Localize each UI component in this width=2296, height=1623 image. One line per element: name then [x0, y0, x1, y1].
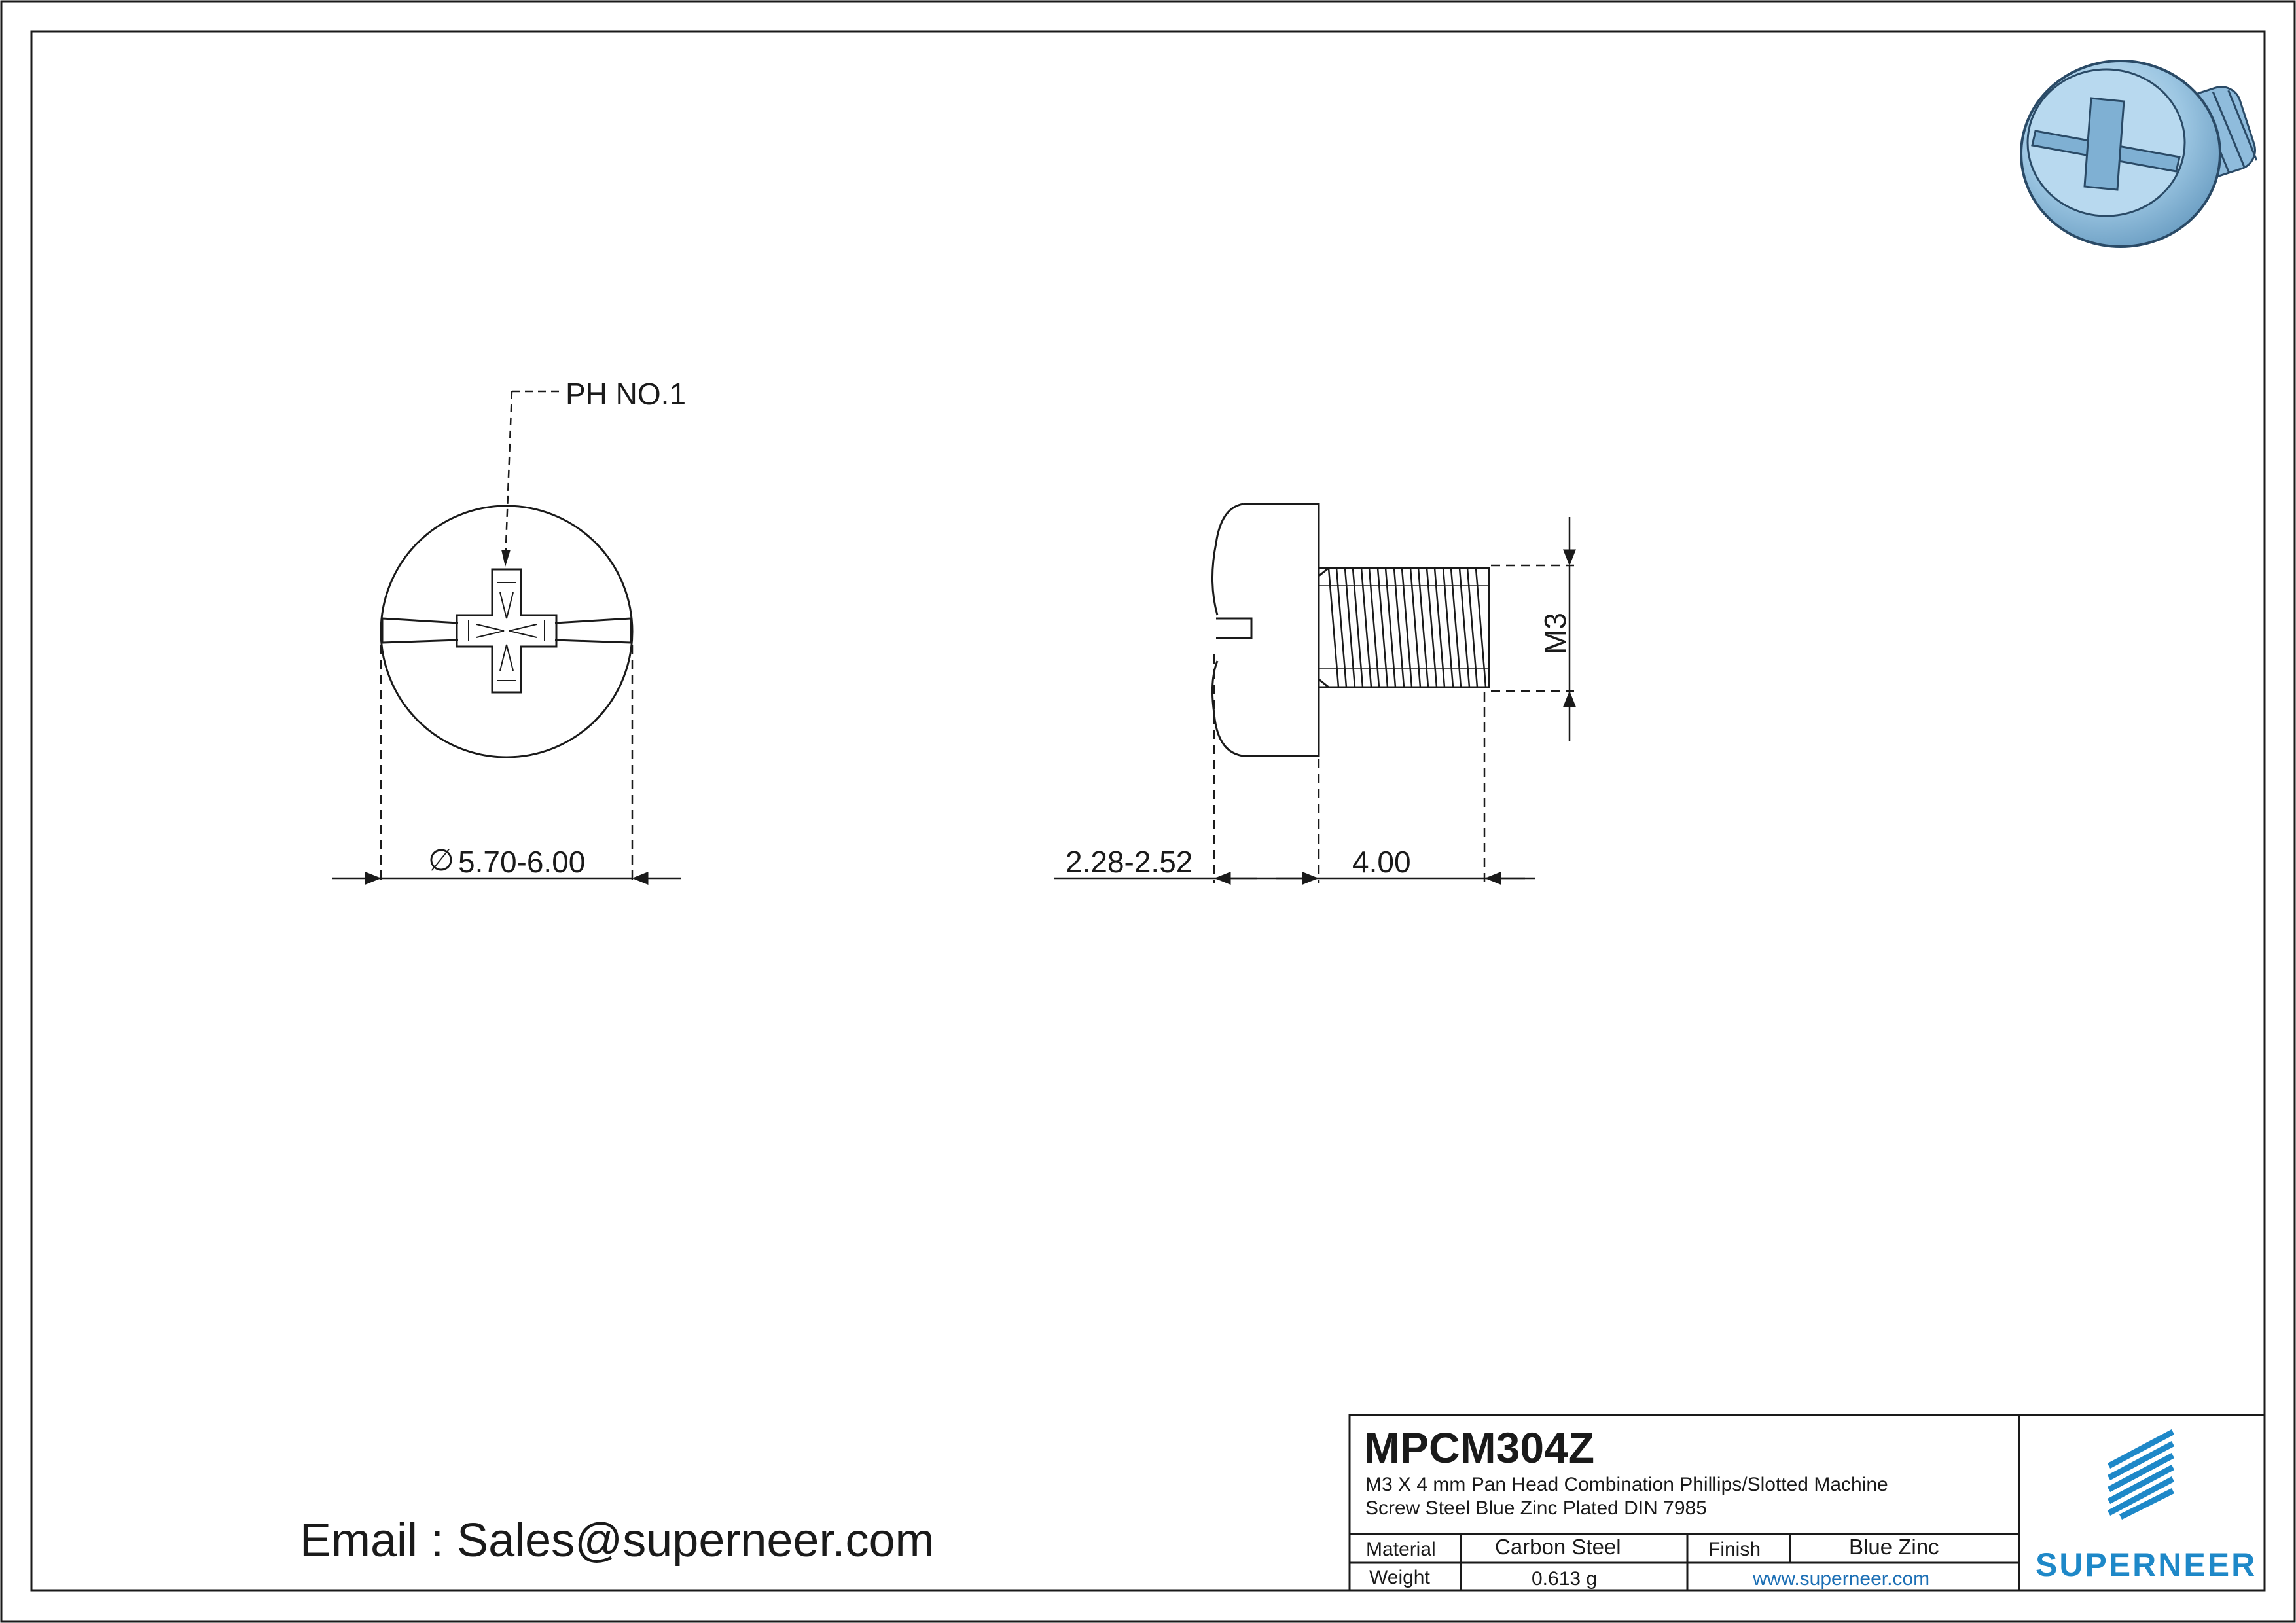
inner-frame	[31, 31, 2265, 1590]
callout-leader	[505, 391, 564, 563]
description-line1: M3 X 4 mm Pan Head Combination Phillips/Slotted Machine	[1365, 1474, 1888, 1495]
description-line2: Screw Steel Blue Zinc Plated DIN 7985	[1365, 1497, 1707, 1519]
superneer-logo-icon	[2109, 1432, 2173, 1517]
callout-label: PH NO.1	[565, 377, 687, 411]
diameter-value: 5.70-6.00	[458, 845, 586, 879]
thread-label: M3	[1538, 613, 1572, 654]
email-line: Email : Sales@superneer.com	[300, 1514, 935, 1567]
part-number: MPCM304Z	[1364, 1423, 1595, 1472]
website-link[interactable]: www.superneer.com	[1753, 1568, 1930, 1590]
material-label: Material	[1366, 1539, 1436, 1560]
finish-label: Finish	[1708, 1539, 1761, 1560]
length-value: 4.00	[1352, 845, 1411, 879]
outer-frame	[1, 1, 2295, 1622]
finish-value: Blue Zinc	[1849, 1535, 1939, 1559]
weight-value: 0.613 g	[1532, 1568, 1598, 1590]
side-view	[1212, 504, 1489, 756]
material-value: Carbon Steel	[1495, 1535, 1621, 1559]
callout-arrowhead	[501, 550, 511, 567]
weight-label: Weight	[1369, 1567, 1430, 1588]
logo-text: SUPERNEER	[2036, 1546, 2257, 1583]
head-height-value: 2.28-2.52	[1066, 845, 1193, 879]
screw-3d-illustration	[2021, 61, 2260, 247]
diameter-symbol: ∅	[428, 843, 455, 877]
front-view	[381, 506, 632, 757]
